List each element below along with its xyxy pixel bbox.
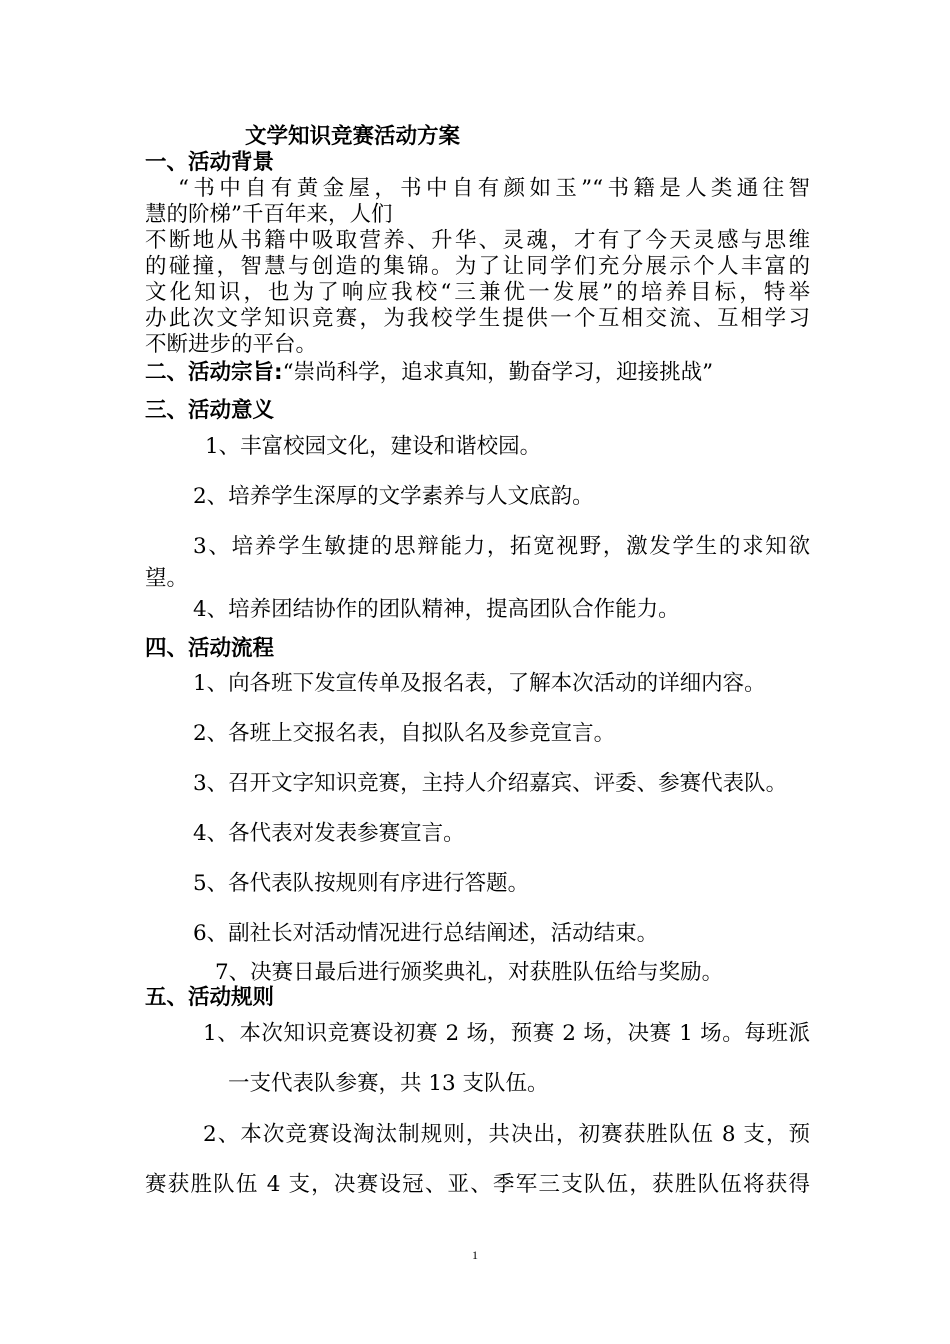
body-line: “书中自有黄金屋，书中自有颜如玉”“书籍是人类通往智 (178, 176, 810, 201)
list-item-continuation: 望。 (145, 566, 189, 591)
page-number: 1 (472, 1248, 478, 1262)
list-item: 3、召开文字知识竞赛，主持人介绍嘉宾、评委、参赛代表队。 (193, 771, 788, 796)
list-item: 1、本次知识竞赛设初赛 2 场，预赛 2 场，决赛 1 场。每班派 (203, 1021, 810, 1046)
section-heading-background: 一、活动背景 (145, 150, 275, 175)
section-heading-significance: 三、活动意义 (145, 398, 275, 423)
list-item: 2、培养学生深厚的文学素养与人文底韵。 (193, 484, 594, 509)
purpose-text: “崇尚科学，追求真知，勤奋学习，迎接挑战” (282, 360, 714, 385)
list-item: 4、培养团结协作的团队精神，提高团队合作能力。 (193, 597, 680, 622)
section-purpose-line (145, 360, 810, 386)
body-line: 的碰撞，智慧与创造的集锦。为了让同学们充分展示个人丰富的 (145, 254, 810, 279)
section-heading-purpose: 二、活动宗旨: (145, 360, 283, 385)
list-item: 2、本次竞赛设淘汰制规则，共决出，初赛获胜队伍 8 支，预 (203, 1122, 810, 1147)
section-heading-rules: 五、活动规则 (145, 985, 275, 1010)
list-item: 2、各班上交报名表，自拟队名及参竞宣言。 (193, 721, 616, 746)
body-line: 不断进步的平台。 (145, 332, 318, 357)
body-line: 不断地从书籍中吸取营养、升华、灵魂，才有了今天灵感与思维 (145, 228, 810, 253)
body-line: 文化知识，也为了响应我校“三兼优一发展”的培养目标，特举 (145, 280, 810, 305)
list-item: 6、副社长对活动情况进行总结阐述，活动结束。 (193, 921, 659, 946)
body-line: 慧的阶梯”千百年来，人们 (145, 202, 393, 227)
list-item: 1、向各班下发宣传单及报名表，了解本次活动的详细内容。 (193, 671, 766, 696)
document-title: 文学知识竞赛活动方案 (245, 124, 461, 149)
list-item-continuation: 赛获胜队伍 4 支，决赛设冠、亚、季军三支队伍，获胜队伍将获得 (145, 1172, 810, 1197)
section-heading-process: 四、活动流程 (145, 636, 275, 661)
list-item: 7、决赛日最后进行颁奖典礼，对获胜队伍给与奖励。 (215, 960, 724, 985)
list-item: 1、丰富校园文化，建设和谐校园。 (205, 434, 542, 459)
list-item-continuation: 一支代表队参赛，共 13 支队伍。 (228, 1071, 549, 1096)
list-item: 4、各代表对发表参赛宣言。 (193, 821, 465, 846)
body-line: 办此次文学知识竞赛，为我校学生提供一个互相交流、互相学习 (145, 306, 810, 331)
list-item: 3、培养学生敏捷的思辩能力，拓宽视野，激发学生的求知欲 (193, 534, 810, 559)
list-item: 5、各代表队按规则有序进行答题。 (193, 871, 530, 896)
